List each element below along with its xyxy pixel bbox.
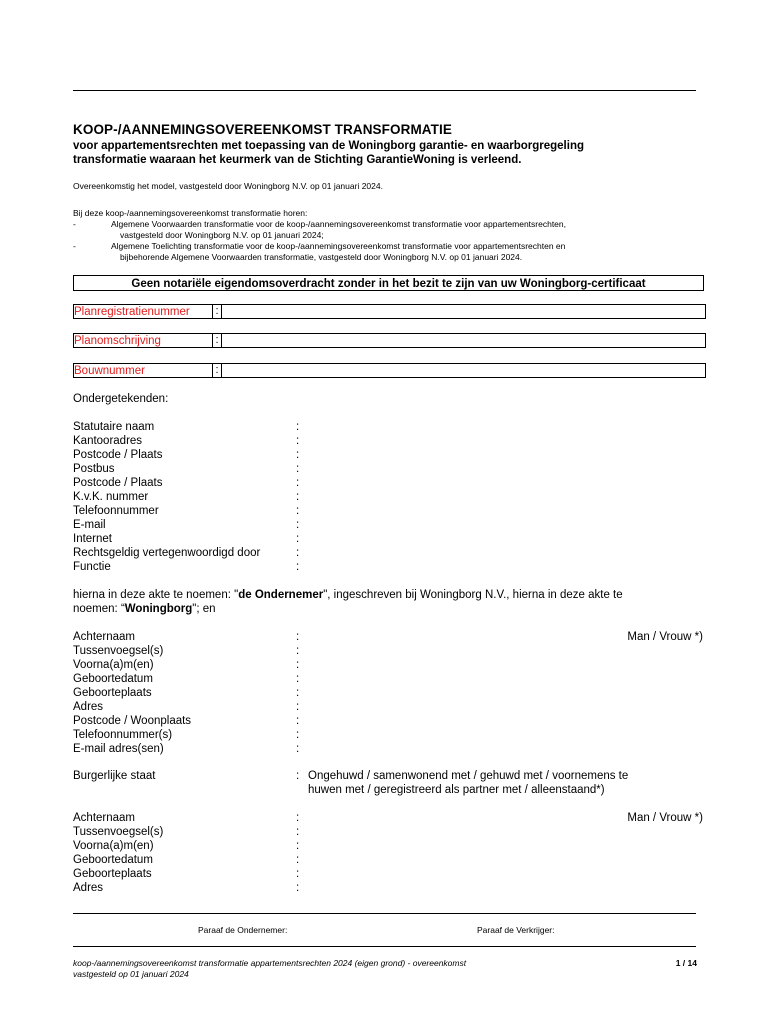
document-title: KOOP-/AANNEMINGSOVEREENKOMST TRANSFORMATIE: [73, 122, 452, 137]
field-label: Kantooradres: [73, 435, 143, 447]
annex-dash: -: [73, 219, 76, 229]
field-colon: :: [296, 743, 300, 755]
buyer-1-fields: [73, 630, 703, 756]
footer-line-1: koop-/aannemingsovereenkomst transformatie appartementsrechten 2024 (eigen grond) - overeenkomst: [73, 958, 467, 968]
plan-registration-field[interactable]: [222, 305, 705, 318]
company-field[interactable]: [73, 434, 703, 448]
company-field[interactable]: [73, 504, 703, 518]
field-label: Postcode / Woonplaats: [73, 715, 192, 727]
buyer-field[interactable]: [73, 714, 703, 728]
field-colon: :: [296, 687, 300, 699]
annex-item-line: Algemene Toelichting transformatie voor de koop-/aannemingsovereenkomst transformatie voor appartementsrechten en: [111, 241, 566, 251]
field-colon: :: [296, 840, 300, 852]
buyer-field[interactable]: [73, 867, 703, 881]
buyer-field[interactable]: [73, 700, 703, 714]
footer-text: [73, 958, 466, 980]
field-label: Rechtsgeldig vertegenwoordigd door: [73, 547, 261, 559]
annex-item: [73, 219, 698, 241]
field-label: Voorna(a)m(en): [73, 840, 154, 852]
marital-status-options-line-2: huwen met / geregistreerd als partner met / alleenstaand*): [308, 784, 605, 796]
field-colon: :: [296, 659, 300, 671]
field-colon: :: [296, 435, 300, 447]
field-label: Telefoonnummer(s): [73, 729, 173, 741]
building-number-label: Bouwnummer: [74, 364, 213, 377]
field-colon: :: [296, 449, 300, 461]
plan-description-field[interactable]: [222, 334, 705, 347]
buyer-field[interactable]: [73, 728, 703, 742]
paragraph-text: ", ingeschreven bij Woningborg N.V., hierna in deze akte te: [323, 589, 623, 601]
field-label: Achternaam: [73, 631, 136, 643]
buyer-field[interactable]: [73, 839, 703, 853]
undersigned-heading: Ondergetekenden:: [73, 393, 169, 405]
plan-registration-row: [73, 304, 706, 319]
plan-registration-label: Planregistratienummer: [74, 305, 213, 318]
ondernemer-term: de Ondernemer: [238, 589, 324, 601]
buyer-field[interactable]: [73, 686, 703, 700]
field-label: E-mail adres(sen): [73, 743, 164, 755]
gender-choice[interactable]: Man / Vrouw *): [627, 812, 703, 824]
field-label: Tussenvoegsel(s): [73, 645, 164, 657]
company-field[interactable]: [73, 476, 703, 490]
field-colon: :: [296, 421, 300, 433]
annex-list: [73, 208, 698, 263]
field-label: Geboorteplaats: [73, 868, 152, 880]
field-label: Functie: [73, 561, 111, 573]
field-label: Adres: [73, 701, 104, 713]
ondernemer-paragraph: [73, 588, 703, 616]
building-number-row: [73, 363, 706, 378]
company-field[interactable]: [73, 518, 703, 532]
annex-item-line: Algemene Voorwaarden transformatie voor de koop-/aannemingsovereenkomst transformatie voor appartementsrechten,: [111, 219, 566, 229]
top-divider: [73, 90, 696, 91]
paraaf-verkrijger[interactable]: Paraaf de Verkrijger:: [477, 925, 555, 935]
field-colon: :: [296, 463, 300, 475]
footer-divider: [73, 946, 696, 947]
field-colon: :: [296, 505, 300, 517]
paragraph-text: "; en: [192, 603, 216, 615]
field-label: Statutaire naam: [73, 421, 155, 433]
paraaf-divider: [73, 913, 696, 914]
buyer-field[interactable]: [73, 853, 703, 867]
field-colon: :: [296, 854, 300, 866]
plan-description-label: Planomschrijving: [74, 334, 213, 347]
field-label: Postcode / Plaats: [73, 449, 163, 461]
annex-intro: Bij deze koop-/aannemingsovereenkomst transformatie horen:: [73, 208, 308, 218]
field-label: K.v.K. nummer: [73, 491, 149, 503]
field-label: Internet: [73, 533, 112, 545]
company-field[interactable]: [73, 532, 703, 546]
field-colon: :: [296, 533, 300, 545]
field-label: Achternaam: [73, 812, 136, 824]
field-colon: :: [296, 645, 300, 657]
paragraph-text: noemen: “: [73, 603, 125, 615]
field-colon: :: [296, 882, 300, 894]
field-label: Postcode / Plaats: [73, 477, 163, 489]
field-colon: :: [213, 334, 222, 347]
gender-choice[interactable]: Man / Vrouw *): [627, 631, 703, 643]
field-colon: :: [296, 826, 300, 838]
annex-dash: -: [73, 241, 76, 251]
annex-item: [73, 241, 698, 263]
page-number: 1 / 14: [675, 958, 697, 968]
field-colon: :: [296, 729, 300, 741]
building-number-field[interactable]: [222, 364, 705, 377]
field-label: Voorna(a)m(en): [73, 659, 154, 671]
model-note: Overeenkomstig het model, vastgesteld door Woningborg N.V. op 01 januari 2024.: [73, 181, 383, 191]
marital-status-label: Burgerlijke staat: [73, 770, 156, 782]
company-field[interactable]: [73, 462, 703, 476]
field-label: Geboorteplaats: [73, 687, 152, 699]
field-label: Postbus: [73, 463, 115, 475]
company-field[interactable]: [73, 420, 703, 434]
buyer-field[interactable]: [73, 658, 703, 672]
marital-status-field[interactable]: [73, 769, 703, 797]
subtitle-line-1: voor appartementsrechten met toepassing van de Woningborg garantie- en waarborgregeling: [73, 140, 584, 152]
field-label: Geboortedatum: [73, 854, 153, 866]
company-field[interactable]: [73, 448, 703, 462]
woningborg-term: Woningborg: [124, 603, 193, 615]
field-colon: :: [296, 561, 300, 573]
field-label: E-mail: [73, 519, 106, 531]
document-subtitle: [73, 139, 703, 167]
subtitle-line-2: transformatie waaraan het keurmerk van de Stichting GarantieWoning is verleend.: [73, 154, 522, 166]
footer-line-2: vastgesteld op 01 januari 2024: [73, 969, 189, 979]
marital-status-options-line-1: Ongehuwd / samenwonend met / gehuwd met / voornemens te: [308, 770, 629, 782]
field-label: Tussenvoegsel(s): [73, 826, 164, 838]
field-colon: :: [296, 868, 300, 880]
field-colon: :: [296, 519, 300, 531]
field-colon: :: [296, 715, 300, 727]
field-label: Geboortedatum: [73, 673, 153, 685]
plan-description-row: [73, 333, 706, 348]
field-colon: :: [213, 364, 222, 377]
company-field[interactable]: [73, 546, 703, 560]
field-colon: :: [296, 477, 300, 489]
field-colon: :: [296, 770, 300, 782]
company-field[interactable]: [73, 560, 703, 574]
buyer-field[interactable]: [73, 630, 703, 644]
company-fields: [73, 420, 703, 574]
buyer-field[interactable]: [73, 881, 703, 895]
field-colon: :: [296, 701, 300, 713]
buyer-field[interactable]: [73, 644, 703, 658]
field-colon: :: [296, 491, 300, 503]
buyer-field[interactable]: [73, 742, 703, 756]
paraaf-ondernemer[interactable]: Paraaf de Ondernemer:: [198, 925, 288, 935]
buyer-field[interactable]: [73, 825, 703, 839]
field-colon: :: [213, 305, 222, 318]
annex-item-line: bijbehorende Algemene Voorwaarden transformatie, vastgesteld door Woningborg N.V. op 01 januari 2024.: [120, 252, 523, 262]
buyer-2-fields: [73, 811, 703, 895]
field-colon: :: [296, 547, 300, 559]
certificate-warning-banner: Geen notariële eigendomsoverdracht zonder in het bezit te zijn van uw Woningborg-certificaat: [73, 275, 704, 291]
field-colon: :: [296, 812, 300, 824]
field-colon: :: [296, 631, 300, 643]
annex-item-line: vastgesteld door Woningborg N.V. op 01 januari 2024;: [120, 230, 324, 240]
field-label: Adres: [73, 882, 104, 894]
field-label: Telefoonnummer: [73, 505, 159, 517]
paragraph-text: hierna in deze akte te noemen: ": [73, 589, 239, 601]
buyer-field[interactable]: [73, 811, 703, 825]
buyer-field[interactable]: [73, 672, 703, 686]
company-field[interactable]: [73, 490, 703, 504]
field-colon: :: [296, 673, 300, 685]
